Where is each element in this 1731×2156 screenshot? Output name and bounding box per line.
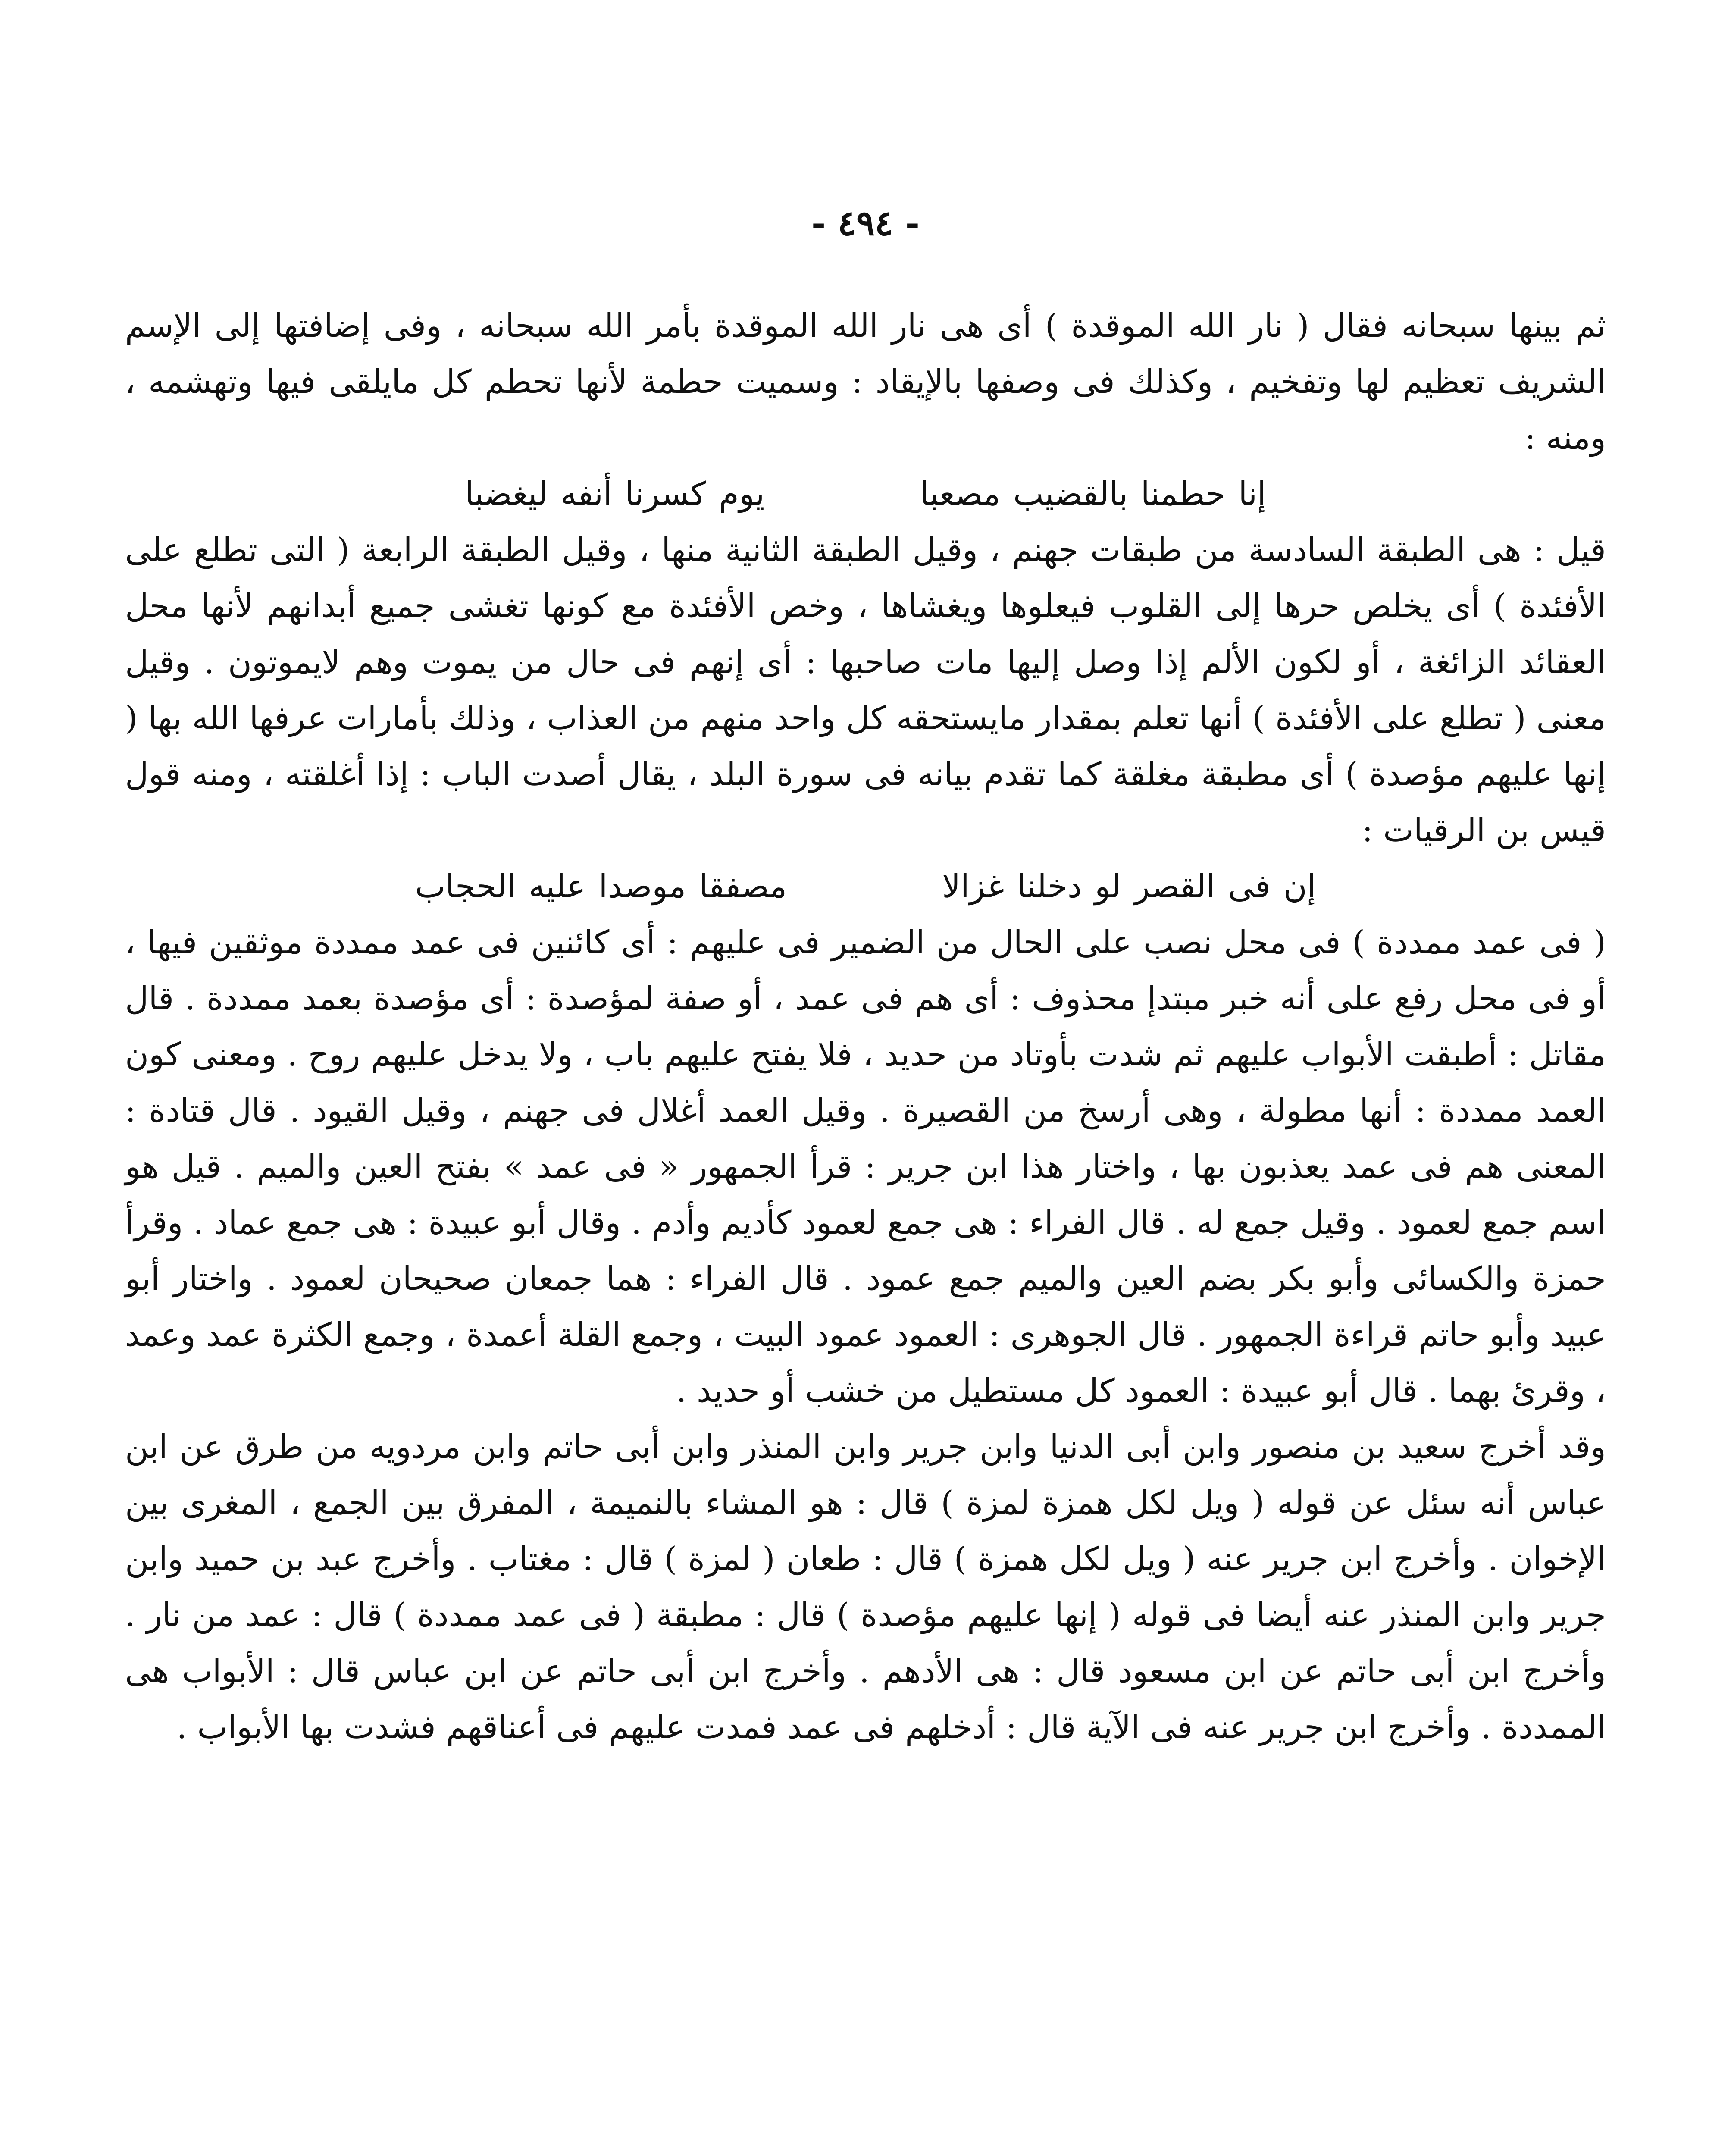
paragraph-2: قيل : هى الطبقة السادسة من طبقات جهنم ، وقيل الطبقة الثانية منها ، وقيل الطبقة الرابعة ( التى تطلع على الأفئدة ) أى يخلص حرها إلى القلوب فيعلوها ويغشاها ، وخص الأفئدة مع كونها تغشى جميع أبدانهم لأنها محل العقائد الزائغة ، أو لكون الألم إذا وصل إليها مات صاحبها : أى إنهم فى حال من يموت وهم لايموتون . وقيل معنى ( تطلع على الأفئدة ) أنها تعلم بمقدار مايستحقه كل واحد منهم من العذاب ، وذلك بأمارات عرفها الله بها ( إنها عليهم مؤصدة ) أى مطبقة مغلقة كما تقدم بيانه فى سورة البلد ، يقال أصدت الباب : إذا أغلقته ، ومنه قول قيس بن الرقيات : (125, 531, 1606, 849)
paragraph-4: وقد أخرج سعيد بن منصور وابن أبى الدنيا وابن جرير وابن المنذر وابن أبى حاتم وابن مردويه من طرق عن ابن عباس أنه سئل عن قوله ( ويل لكل همزة لمزة ) قال : هو المشاء بالنميمة ، المفرق بين الجمع ، المغرى بين الإخوان . وأخرج ابن جرير عنه ( ويل لكل همزة ) قال : طعان ( لمزة ) قال : مغتاب . وأخرج عبد بن حميد وابن جرير وابن المنذر عنه أيضا فى قوله ( إنها عليهم مؤصدة ) قال : مطبقة ( فى عمد ممددة ) قال : عمد من نار . وأخرج ابن أبى حاتم عن ابن مسعود قال : هى الأدهم . وأخرج ابن أبى حاتم عن ابن عباس قال : الأبواب هى الممددة . وأخرج ابن جرير عنه فى الآية قال : أدخلهم فى عمد فمدت عليهم فى أعناقهم فشدت بها الأبواب . (125, 1428, 1606, 1746)
verse-2-first-hemistich: إن فى القصر لو دخلنا غزالا (942, 867, 1316, 905)
verse-2-second-hemistich: مصفقا موصدا عليه الحجاب (415, 867, 787, 905)
verse-1-second-hemistich: يوم كسرنا أنفه ليغضبا (465, 475, 765, 513)
verse-2 (125, 858, 1606, 914)
paragraph-1: ثم بينها سبحانه فقال ( نار الله الموقدة ) أى هى نار الله الموقدة بأمر الله سبحانه ، وفى إضافتها إلى الإسم الشريف تعظيم لها وتفخيم ، وكذلك فى وصفها بالإيقاد : وسميت حطمة لأنها تحطم كل مايلقى فيها وتهشمه ، ومنه : (125, 307, 1606, 457)
page-body (125, 298, 1606, 1755)
paragraph-3: ( فى عمد ممددة ) فى محل نصب على الحال من الضمير فى عليهم : أى كائنين فى عمد ممددة موثقين فيها ، أو فى محل رفع على أنه خبر مبتدإ محذوف : أى هم فى عمد ، أو صفة لمؤصدة : أى مؤصدة بعمد ممددة . قال مقاتل : أطبقت الأبواب عليهم ثم شدت بأوتاد من حديد ، فلا يفتح عليهم باب ، ولا يدخل عليهم روح . ومعنى كون العمد ممددة : أنها مطولة ، وهى أرسخ من القصيرة . وقيل العمد أغلال فى جهنم ، وقيل القيود . قال قتادة : المعنى هم فى عمد يعذبون بها ، واختار هذا ابن جرير : قرأ الجمهور « فى عمد » بفتح العين والميم . قيل هو اسم جمع لعمود . وقيل جمع له . قال الفراء : هى جمع لعمود كأديم وأدم . وقال أبو عبيدة : هى جمع عماد . وقرأ حمزة والكسائى وأبو بكر بضم العين والميم جمع عمود . قال الفراء : هما جمعان صحيحان لعمود . واختار أبو عبيد وأبو حاتم قراءة الجمهور . قال الجوهرى : العمود عمود البيت ، وجمع القلة أعمدة ، وجمع الكثرة عمد وعمد ، وقرئ بهما . قال أبو عبيدة : العمود كل مستطيل من خشب أو حديد . (125, 923, 1606, 1410)
page-number: - ٤٩٤ - (811, 203, 920, 243)
verse-1-first-hemistich: إنا حطمنا بالقضيب مصعبا (920, 475, 1266, 513)
verse-1 (125, 466, 1606, 522)
